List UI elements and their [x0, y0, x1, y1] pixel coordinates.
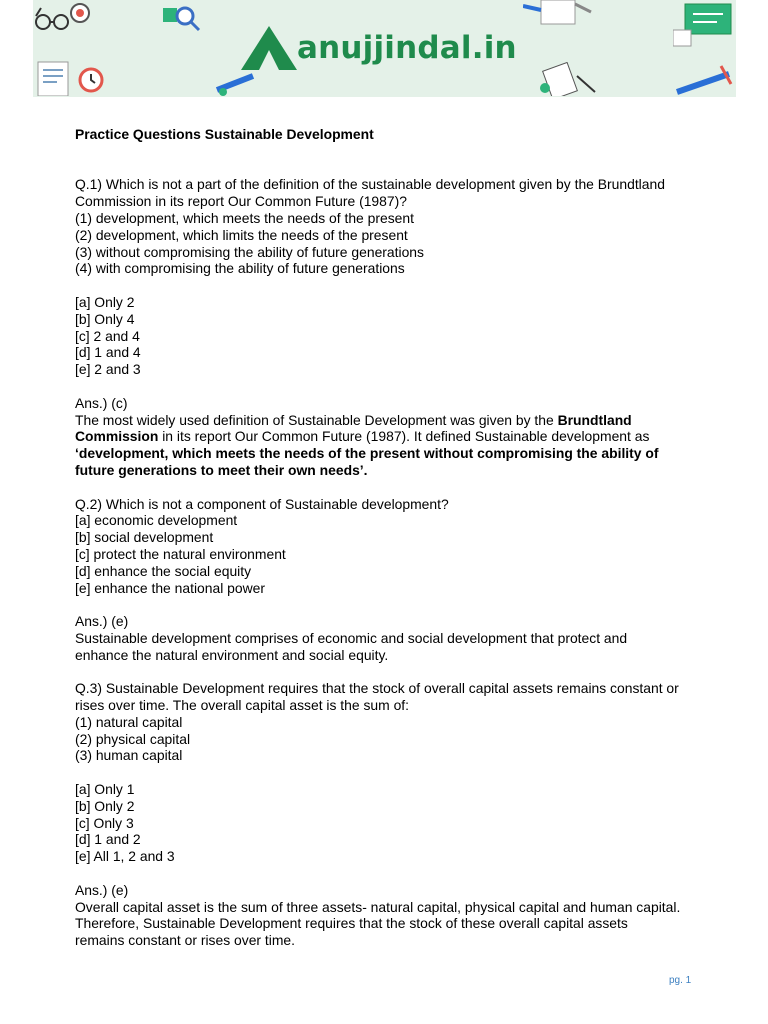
q1-option-c: [c] 2 and 4	[75, 327, 140, 344]
q2-text: Q.2) Which is not a component of Sustainable development?	[75, 495, 449, 512]
q2-option-b: [b] social development	[75, 529, 214, 546]
q1-explanation-line-3	[75, 445, 715, 462]
document-body	[75, 126, 715, 949]
page-number: pg. 1	[669, 975, 692, 986]
glasses-icon	[33, 4, 73, 34]
header-banner	[33, 0, 736, 97]
q1-option-d: [d] 1 and 4	[75, 344, 141, 361]
clock-icon	[77, 66, 105, 94]
q1-statement-1: (1) development, which meets the needs of the present	[75, 209, 414, 226]
q3-explanation-line-3: remains constant or rises over time.	[75, 932, 296, 949]
q2-option-a: [a] economic development	[75, 512, 238, 529]
q3-option-e: [e] All 1, 2 and 3	[75, 848, 175, 865]
q3-statement-1: (1) natural capital	[75, 713, 183, 730]
q1-explanation-line-1	[75, 412, 715, 429]
q1-text-line-1: Q.1) Which is not a part of the definition of the sustainable development given by the Brundtland	[75, 176, 665, 193]
q3-statement-2: (2) physical capital	[75, 730, 191, 747]
q3-option-d: [d] 1 and 2	[75, 831, 141, 848]
q1-exp-text: The most widely used definition of Sustainable Development was given by the	[75, 411, 558, 428]
q3-option-a: [a] Only 1	[75, 781, 135, 798]
q2-explanation-line-1: Sustainable development comprises of economic and social development that protect and	[75, 629, 628, 646]
q1-definition-quote-2: future generations to meet their own needs’.	[75, 461, 368, 478]
q1-option-a: [a] Only 2	[75, 293, 135, 310]
q1-explanation-line-2	[75, 428, 715, 445]
pen-icon	[673, 62, 735, 96]
q1-statement-4: (4) with compromising the ability of future generations	[75, 260, 405, 277]
q1-statement-3: (3) without compromising the ability of future generations	[75, 243, 424, 260]
q1-exp-bold-2: Commission	[75, 428, 159, 445]
q3-explanation-line-1: Overall capital asset is the sum of three assets- natural capital, physical capital and human capital.	[75, 898, 681, 915]
site-logo[interactable]	[239, 24, 517, 72]
q1-explanation-line-4	[75, 462, 715, 479]
q3-option-c: [c] Only 3	[75, 814, 134, 831]
laptop-icon	[673, 0, 733, 50]
paper-icon	[35, 58, 71, 96]
q2-option-d: [d] enhance the social equity	[75, 562, 252, 579]
q3-option-b: [b] Only 2	[75, 797, 135, 814]
logo-triangle-icon	[239, 24, 299, 72]
q3-statement-3: (3) human capital	[75, 747, 183, 764]
q1-statement-2: (2) development, which limits the needs of the present	[75, 226, 408, 243]
q1-option-e: [e] 2 and 3	[75, 361, 141, 378]
logo-text: anujjindal.in	[297, 30, 517, 66]
target-icon	[69, 2, 91, 24]
q1-definition-quote-1: ‘development, which meets the needs of the present without compromising the ability of	[75, 445, 659, 462]
q3-answer: Ans.) (e)	[75, 881, 129, 898]
q3-explanation-line-2: Therefore, Sustainable Development requires that the stock of these overall capital assets	[75, 915, 628, 932]
q1-answer: Ans.) (c)	[75, 394, 128, 411]
magnifier-icon	[163, 2, 203, 36]
q2-option-c: [c] protect the natural environment	[75, 545, 286, 562]
document-title: Practice Questions Sustainable Development	[75, 126, 374, 142]
q2-explanation-line-2: enhance the natural environment and social equity.	[75, 646, 389, 663]
q1-exp-bold: Brundtland	[557, 411, 632, 428]
q1-text-line-2: Commission in its report Our Common Future (1987)?	[75, 193, 407, 210]
q1-option-b: [b] Only 4	[75, 310, 135, 327]
q3-text-line-1: Q.3) Sustainable Development requires that the stock of overall capital assets remains constant or	[75, 680, 679, 697]
notebook-icon	[523, 0, 593, 28]
phone-icon	[537, 62, 597, 96]
q2-answer: Ans.) (e)	[75, 613, 129, 630]
q3-text-line-2: rises over time. The overall capital asset is the sum of:	[75, 697, 410, 714]
q2-option-e: [e] enhance the national power	[75, 579, 265, 596]
pencil-icon	[213, 70, 263, 96]
q1-exp-text-2: in its report Our Common Future (1987). It defined Sustainable development as	[158, 428, 650, 445]
